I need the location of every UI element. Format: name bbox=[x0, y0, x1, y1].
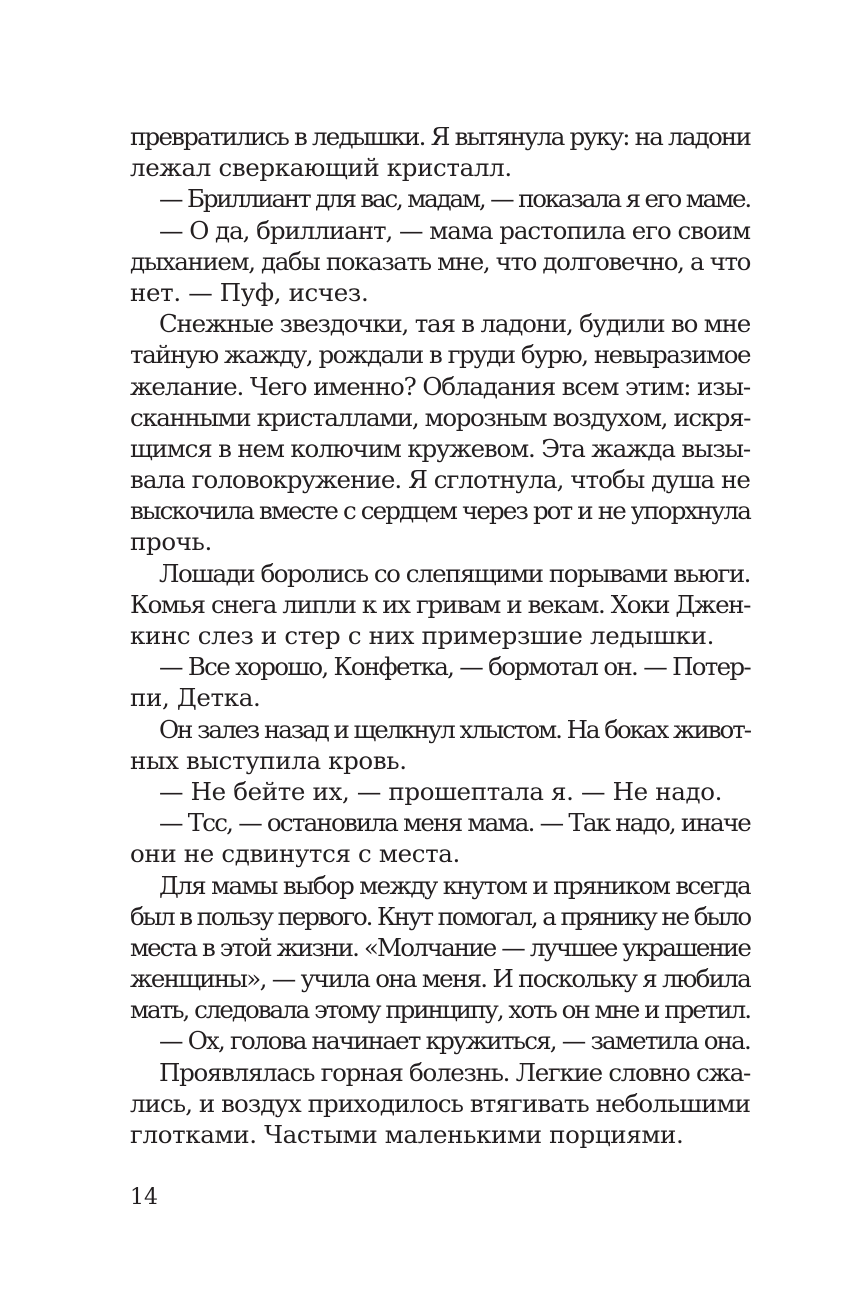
body-text bbox=[130, 121, 750, 1150]
text-line: — Тсс, — остановила меня мама. — Так надо, иначе bbox=[159, 808, 750, 838]
text-line: пи, Детка. bbox=[130, 683, 261, 713]
text-line: — О да, бриллиант, — мама растопила его своим bbox=[159, 215, 750, 245]
text-line: кинс слез и стер с них примерзшие ледышки. bbox=[130, 621, 715, 650]
text-line: Лошади боролись со слепящими порывами вьюги. bbox=[159, 558, 750, 588]
text-line: Комья снега липли к их гривам и векам. Хоки Джен- bbox=[130, 589, 750, 619]
text-line: ных выступила кровь. bbox=[130, 745, 407, 775]
text-line: мать, следовала этому принципу, хоть он мне и претил. bbox=[130, 995, 750, 1025]
text-line: Проявлялась горная болезнь. Легкие словно сжа- bbox=[159, 1057, 750, 1087]
text-line: прочь. bbox=[130, 527, 212, 557]
text-line: — Все хорошо, Конфетка, — бормотал он. — Потер- bbox=[159, 652, 750, 682]
text-line: Снежные звездочки, тая в ладони, будили во мне bbox=[159, 309, 750, 339]
text-line: — Бриллиант для вас, мадам, — показала я его маме. bbox=[159, 184, 750, 214]
text-line: лись, и воздух приходилось втягивать небольшими bbox=[130, 1088, 750, 1118]
text-line: выскочила вместе с сердцем через рот и не упорхнула bbox=[130, 496, 750, 526]
text-line: лежал сверкающий кристалл. bbox=[130, 153, 512, 183]
text-line: они не сдвинутся с места. bbox=[130, 839, 460, 869]
text-line: нет. — Пуф, исчез. bbox=[130, 277, 369, 307]
text-line: женщины», — учила она меня. И поскольку я любила bbox=[130, 964, 750, 994]
text-line: вала головокружение. Я сглотнула, чтобы душа не bbox=[130, 465, 750, 495]
text-line: — Не бейте их, — прошептала я. — Не надо. bbox=[159, 776, 723, 806]
text-line: Он залез назад и щелкнул хлыстом. На боках живот- bbox=[159, 714, 750, 744]
text-line: места в этой жизни. «Молчание — лучшее украшение bbox=[130, 932, 750, 962]
text-line: желание. Чего именно? Обладания всем этим: изы- bbox=[130, 371, 750, 401]
text-line: был в пользу первого. Кнут помогал, а прянику не было bbox=[130, 901, 750, 931]
text-line: глотками. Частыми маленькими порциями. bbox=[130, 1120, 684, 1149]
text-line: тайную жажду, рождали в груди бурю, невыразимое bbox=[130, 340, 750, 370]
text-line: сканными кристаллами, морозным воздухом, искря- bbox=[130, 402, 750, 432]
text-line: — Ох, голова начинает кружиться, — заметила она. bbox=[159, 1026, 750, 1056]
text-line: щимся в нем колючим кружевом. Эта жажда вызы- bbox=[130, 433, 750, 463]
text-line: дыханием, дабы показать мне, что долговечно, а что bbox=[130, 246, 750, 276]
page-number: 14 bbox=[130, 1185, 158, 1210]
text-line: превратились в ледышки. Я вытянула руку: на ладони bbox=[130, 122, 750, 151]
text-line: Для мамы выбор между кнутом и пряником всегда bbox=[159, 870, 750, 900]
